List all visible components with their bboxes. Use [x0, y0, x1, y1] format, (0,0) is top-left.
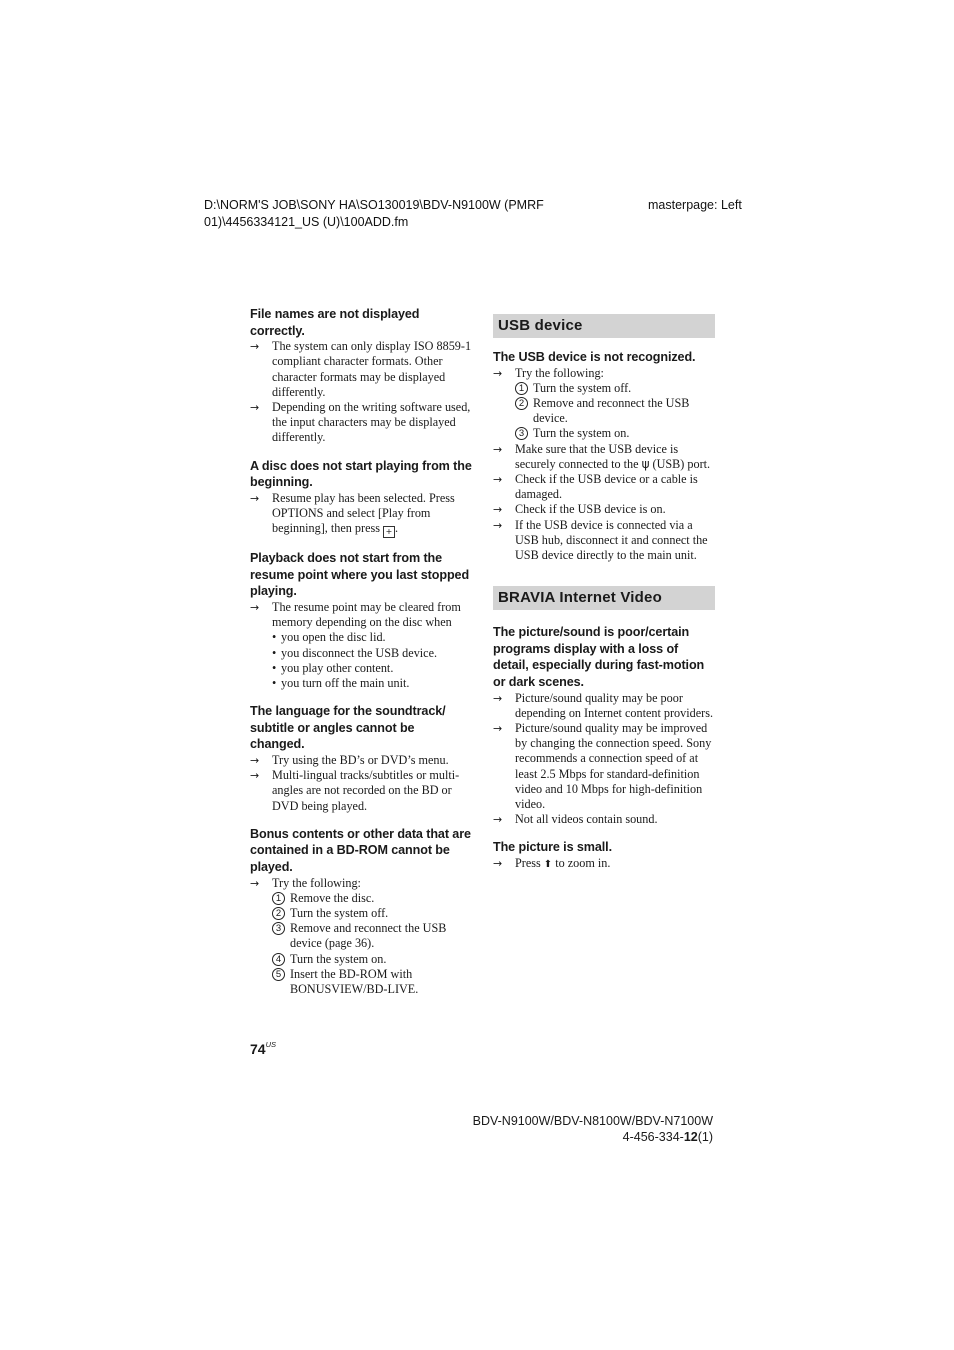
section-title: Playback does not start from the resume point where you last stopped playing. — [250, 551, 470, 599]
section-title: The language for the soundtrack/ subtitle or angles cannot be changed. — [250, 704, 446, 752]
arrow-icon: → — [250, 769, 260, 783]
header-masterpage: masterpage: Left — [648, 198, 742, 212]
footer-code: 4-456-334-12(1) — [622, 1130, 713, 1144]
section-title: The USB device is not recognized. — [493, 350, 696, 364]
step-item: 2 Turn the system off. — [250, 906, 472, 921]
arrow-icon: → — [250, 340, 260, 354]
bullet-item: • you open the disc lid. — [272, 630, 386, 645]
answer-item: → The resume point may be cleared from memory depending on the disc when — [250, 599, 461, 630]
answer-item: → Resume play has been selected. Press OPTIONS and select [Play from beginning], then press + . — [250, 490, 455, 537]
page-number-suffix: US — [265, 1040, 276, 1049]
answer-item: → Depending on the writing software used, the input characters may be displayed differently. — [250, 400, 471, 445]
left-column — [250, 306, 472, 997]
step-item: 2 Remove and reconnect the USB device. — [493, 396, 715, 426]
circled-number-icon: 2 — [515, 397, 528, 410]
bullet-item: • you play other content. — [272, 660, 394, 675]
enter-key-icon: + — [383, 526, 395, 538]
header-path-line1: D:\NORM'S JOB\SONY HA\SO130019\BDV-N9100W (PMRF — [204, 198, 544, 212]
bullet-icon: • — [272, 676, 277, 690]
arrow-icon: → — [493, 366, 503, 380]
bullet-item: • you disconnect the USB device. — [272, 645, 438, 660]
arrow-icon: → — [493, 813, 503, 827]
answer-item: → Try the following: — [250, 875, 361, 890]
answer-item: → The system can only display ISO 8859-1 compliant character formats. Other character formats may be displayed differently. — [250, 339, 472, 399]
arrow-icon: → — [493, 857, 503, 871]
arrow-icon: → — [493, 722, 503, 736]
arrow-icon: → — [493, 503, 503, 517]
arrow-icon: → — [250, 600, 260, 614]
section-band-bravia-internet-video: BRAVIA Internet Video — [493, 586, 715, 610]
bullet-icon: • — [272, 660, 277, 675]
arrow-icon: → — [250, 753, 260, 767]
arrow-icon: → — [250, 876, 260, 890]
step-item: 5 Insert the BD-ROM with BONUSVIEW/BD-LIVE. — [250, 967, 472, 997]
answer-item: → Picture/sound quality may be improved by changing the connection speed. Sony recommends a connection speed of at least 2.5 Mbps for standard-definition video and 10 Mbps for high-definition video. — [493, 721, 712, 812]
right-column — [493, 314, 715, 872]
answer-item: → If the USB device is connected via a USB hub, disconnect it and connect the USB device directly to the main unit. — [493, 517, 708, 563]
answer-item: → Try using the BD’s or DVD’s menu. — [250, 752, 449, 767]
arrow-icon: → — [493, 518, 503, 532]
arrow-icon: → — [493, 473, 503, 487]
answer-item: → Check if the USB device is on. — [493, 502, 666, 517]
step-item: 3 Remove and reconnect the USB device (page 36). — [250, 921, 472, 951]
arrow-icon: → — [493, 691, 503, 705]
section-title: The picture is small. — [493, 840, 612, 855]
circled-number-icon: 1 — [515, 382, 528, 395]
bullet-icon: • — [272, 630, 277, 645]
step-item: 3 Turn the system on. — [493, 426, 715, 441]
section-title: File names are not displayed correctly. — [250, 307, 420, 338]
arrow-icon: → — [250, 401, 260, 414]
circled-number-icon: 4 — [272, 953, 285, 966]
answer-item: → Picture/sound quality may be poor depending on Internet content providers. — [493, 690, 713, 720]
circled-number-icon: 3 — [272, 922, 285, 935]
section-title: Bonus contents or other data that are contained in a BD-ROM cannot be played. — [250, 826, 471, 874]
section-title: A disc does not start playing from the beginning. — [250, 458, 472, 490]
header-file-path — [204, 197, 624, 231]
step-item: 1 Turn the system off. — [493, 381, 715, 396]
section-band-usb-device: USB device — [493, 314, 715, 338]
circled-number-icon: 5 — [272, 968, 285, 981]
circled-number-icon: 3 — [515, 427, 528, 440]
step-item: 1 Remove the disc. — [250, 891, 472, 906]
header-path-line2: 01)\4456334121_US (U)\100ADD.fm — [204, 215, 409, 229]
arrow-icon: → — [493, 442, 503, 456]
up-arrow-icon: ⬆ — [543, 859, 553, 871]
page-number: $74^{US}$ — [250, 1040, 276, 1057]
circled-number-icon: 2 — [272, 907, 285, 920]
answer-item: → Multi-lingual tracks/subtitles or multi-angles are not recorded on the BD or DVD being played. — [250, 768, 460, 813]
footer-models: BDV-N9100W/BDV-N8100W/BDV-N7100W — [472, 1114, 713, 1128]
answer-item: → Not all videos contain sound. — [493, 812, 658, 827]
arrow-icon: → — [250, 491, 260, 505]
answer-item: → Press ⬆ to zoom in. — [493, 856, 611, 871]
section-title: The picture/sound is poor/certain programs display with a loss of detail, especially during fast-motion or dark scenes. — [493, 625, 705, 690]
step-item: 4 Turn the system on. — [250, 952, 472, 967]
circled-number-icon: 1 — [272, 892, 285, 905]
answer-item: → Check if the USB device or a cable is damaged. — [493, 472, 698, 502]
answer-item: → Try the following: — [493, 365, 604, 380]
usb-icon: ψ — [641, 456, 650, 471]
answer-item: → Make sure that the USB device is securely connected to the ψ (USB) port. — [493, 441, 711, 471]
bullet-item: • you turn off the main unit. — [272, 676, 410, 690]
bullet-icon: • — [272, 645, 277, 660]
